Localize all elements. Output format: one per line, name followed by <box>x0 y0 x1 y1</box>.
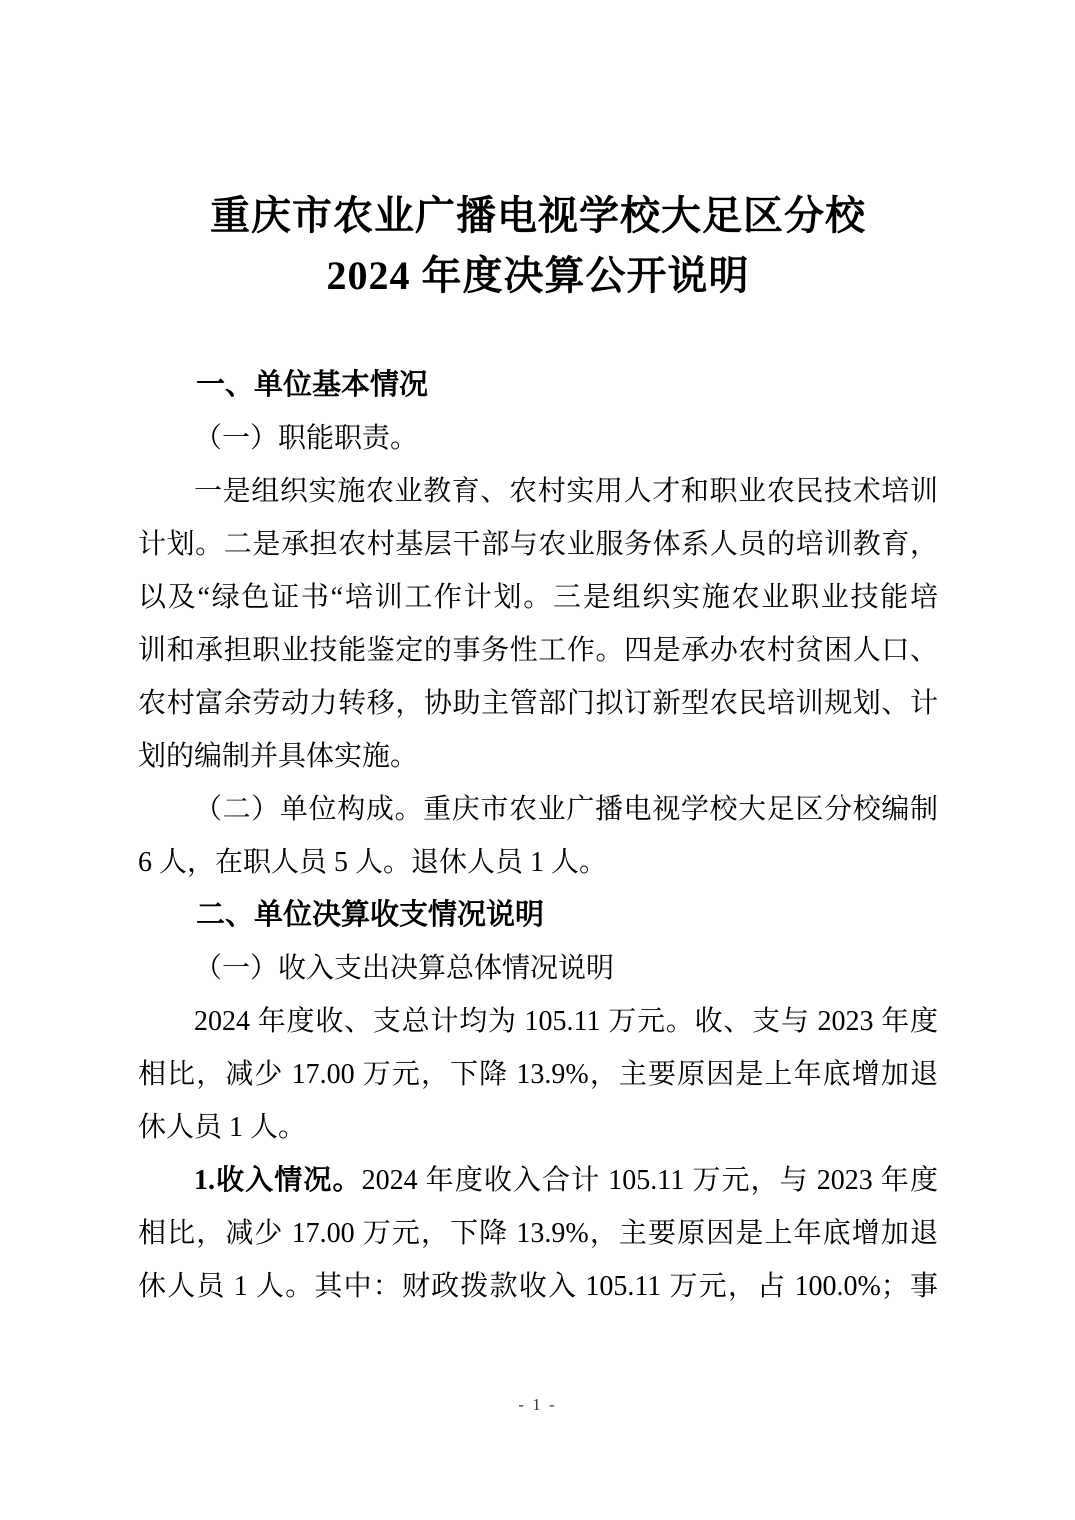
paragraph-line: 6 人，在职人员 5 人。退休人员 1 人。 <box>138 847 608 878</box>
income-lead-label: 1.收入情况。 <box>194 1165 362 1196</box>
paragraph-line: 以及“绿色证书“培训工作计划。三是组织实施农业职业技能培 <box>138 582 938 613</box>
paragraph-line: 2024 年度收、支总计均为 105.11 万元。收、支与 2023 年度 <box>194 1006 938 1037</box>
income-line-rest: 2024 年度收入合计 105.11 万元，与 2023 年度 <box>361 1165 938 1196</box>
document-title <box>138 186 938 306</box>
section-2-heading: 二、单位决算收支情况说明 <box>196 899 545 931</box>
paragraph-income <box>138 1154 938 1313</box>
paragraph-line: 休人员 1 人。 <box>138 1112 307 1143</box>
section-1-heading: 一、单位基本情况 <box>196 369 429 401</box>
paragraph-line: 划的编制并具体实施。 <box>138 741 419 772</box>
paragraph-line: 计划。二是承担农村基层干部与农业服务体系人员的培训教育， <box>138 529 938 560</box>
paragraph-line: 相比，减少 17.00 万元，下降 13.9%，主要原因是上年底增加退 <box>138 1059 938 1090</box>
section-1-subheading-duties: （一）职能职责。 <box>194 423 419 454</box>
document-title-line1: 重庆市农业广播电视学校大足区分校 <box>210 193 866 238</box>
paragraph-total-budget <box>138 995 938 1154</box>
document-title-line2: 2024 年度决算公开说明 <box>326 253 750 298</box>
section-2-subheading-overview: （一）收入支出决算总体情况说明 <box>194 953 615 984</box>
paragraph-duties <box>138 465 938 783</box>
paragraph-line: 休人员 1 人。其中：财政拨款收入 105.11 万元，占 100.0%；事 <box>138 1271 938 1302</box>
paragraph-composition <box>138 783 938 889</box>
paragraph-line: 相比，减少 17.00 万元，下降 13.9%，主要原因是上年底增加退 <box>138 1218 938 1249</box>
paragraph-line: 农村富余劳动力转移，协助主管部门拟订新型农民培训规划、计 <box>138 688 938 719</box>
document-body <box>138 359 938 1313</box>
paragraph-line: 一是组织实施农业教育、农村实用人才和职业农民技术培训 <box>194 476 938 507</box>
paragraph-line: 训和承担职业技能鉴定的事务性工作。四是承办农村贫困人口、 <box>138 635 938 666</box>
page-number-footer: - 1 - <box>518 1395 557 1414</box>
paragraph-line <box>138 1154 938 1207</box>
paragraph-line: （二）单位构成。重庆市农业广播电视学校大足区分校编制 <box>194 794 938 825</box>
